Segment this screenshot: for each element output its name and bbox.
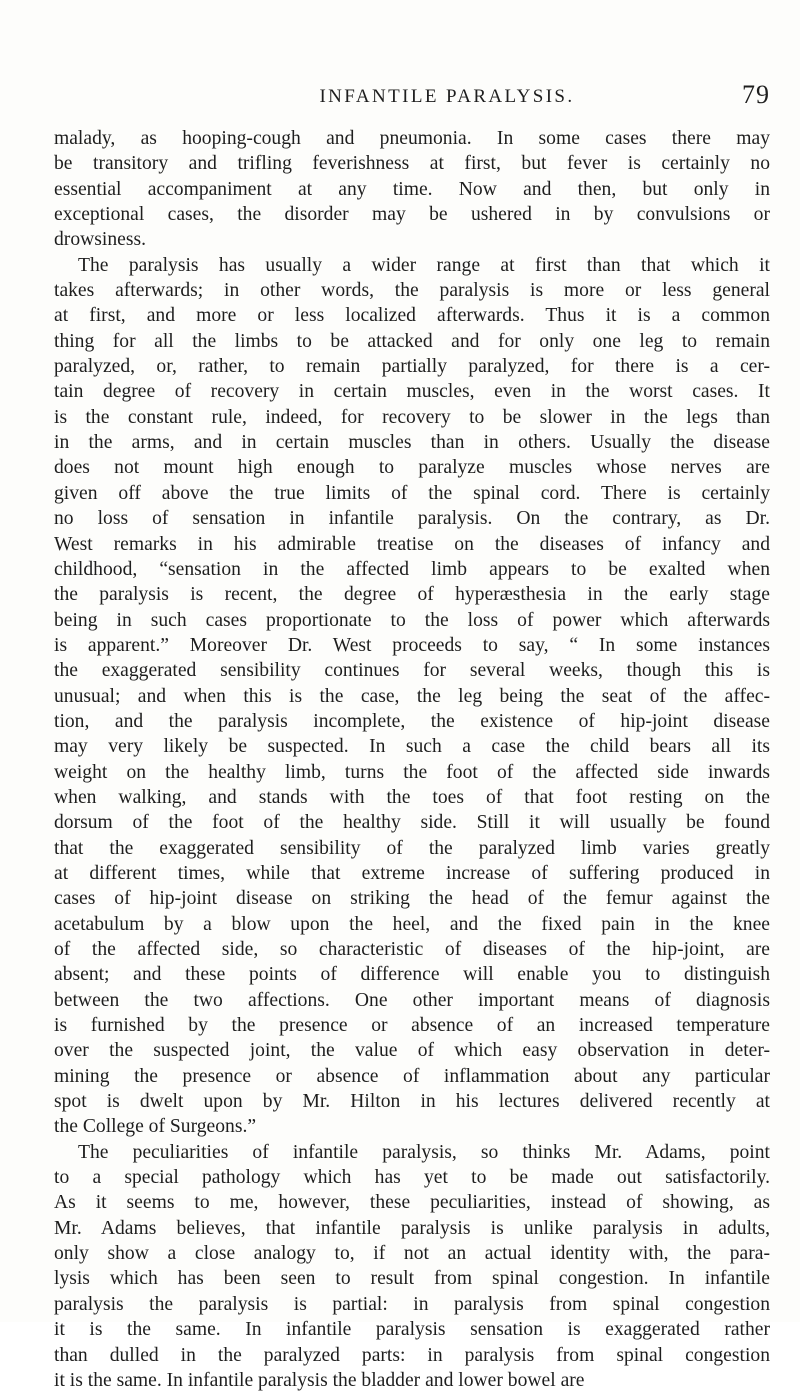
text-line: acetabulum by a blow upon the heel, and the fixed pain in the knee	[54, 913, 770, 935]
text-line: of the affected side, so characteristic of diseases of the hip-joint, are	[54, 939, 770, 960]
text-line: West remarks in his admirable treatise on the diseases of infancy and	[54, 533, 770, 555]
text-line: exceptional cases, the disorder may be ushered in by convulsions or	[54, 204, 770, 226]
text-line: to a special pathology which has yet to be made out satisfactorily.	[54, 1167, 770, 1189]
text-line: The peculiarities of infantile paralysis, so thinks Mr. Adams, point	[78, 1141, 770, 1163]
text-line: only show a close analogy to, if not an actual identity with, the para-	[54, 1243, 770, 1265]
text-line: is apparent.” Moreover Dr. West proceeds to say, “ In some instances	[54, 634, 770, 656]
text-line: absent; and these points of difference will enable you to distinguish	[54, 964, 770, 986]
text-line: than dulled in the paralyzed parts: in paralysis from spinal congestion	[54, 1344, 770, 1366]
text-line: paralyzed, or, rather, to remain partially paralyzed, for there is a cer-	[54, 356, 770, 378]
text-line: in the arms, and in certain muscles than in others. Usually the disease	[54, 432, 770, 454]
text-line: at first, and more or less localized afterwards. Thus it is a common	[54, 305, 770, 327]
text-line: the exaggerated sensibility continues for several weeks, though this is	[54, 660, 770, 682]
text-line: that the exaggerated sensibility of the paralyzed limb varies greatly	[54, 837, 770, 859]
text-line: spot is dwelt upon by Mr. Hilton in his lectures delivered recently at	[54, 1091, 770, 1113]
text-line: between the two affections. One other important means of diagnosis	[54, 989, 770, 1011]
text-line: being in such cases proportionate to the loss of power which afterwards	[54, 609, 770, 631]
text-line: mining the presence or absence of inflammation about any particular	[54, 1065, 770, 1087]
text-line: tion, and the paralysis incomplete, the existence of hip-joint disease	[54, 710, 770, 732]
text-line: unusual; and when this is the case, the leg being the seat of the affec-	[54, 685, 770, 707]
text-line: As it seems to me, however, these peculiarities, instead of showing, as	[54, 1192, 770, 1214]
text-line: it is the same. In infantile paralysis the bladder and lower bowel are	[54, 1369, 585, 1391]
text-line: when walking, and stands with the toes of that foot resting on the	[54, 786, 770, 808]
text-line: does not mount high enough to paralyze muscles whose nerves are	[54, 457, 770, 479]
page-header	[54, 80, 770, 112]
text-line: may very likely be suspected. In such a case the child bears all its	[54, 736, 770, 758]
text-line: given off above the true limits of the spinal cord. There is certainly	[54, 482, 770, 504]
text-line: takes afterwards; in other words, the paralysis is more or less general	[54, 280, 770, 302]
text-line: is furnished by the presence or absence of an increased temperature	[54, 1015, 770, 1037]
text-line: the paralysis is recent, the degree of hyperæsthesia in the early stage	[54, 584, 770, 606]
running-head: INFANTILE PARALYSIS.	[319, 86, 575, 107]
text-line: drowsiness.	[54, 229, 146, 251]
text-line: the College of Surgeons.”	[54, 1116, 257, 1138]
text-line: at different times, while that extreme increase of suffering produced in	[54, 862, 770, 884]
text-line: Mr. Adams believes, that infantile paralysis is unlike paralysis in adults,	[54, 1217, 770, 1239]
text-line: lysis which has been seen to result from spinal congestion. In infantile	[54, 1268, 770, 1290]
text-line: childhood, “sensation in the affected limb appears to be exalted when	[54, 558, 770, 580]
text-line: thing for all the limbs to be attacked and for only one leg to remain	[54, 330, 770, 352]
text-line: no loss of sensation in infantile paralysis. On the contrary, as Dr.	[54, 508, 770, 530]
body-text	[54, 126, 770, 1393]
text-line: malady, as hooping-cough and pneumonia. In some cases there may	[54, 128, 770, 149]
text-line: it is the same. In infantile paralysis sensation is exaggerated rather	[54, 1319, 770, 1341]
page-number: 79	[742, 80, 770, 109]
text-line: The paralysis has usually a wider range at first than that which it	[78, 254, 770, 276]
text-line: tain degree of recovery in certain muscles, even in the worst cases. It	[54, 381, 770, 403]
text-line: dorsum of the foot of the healthy side. Still it will usually be found	[54, 812, 770, 834]
text-line: essential accompaniment at any time. Now and then, but only in	[54, 178, 770, 200]
text-line: be transitory and trifling feverishness at first, but fever is certainly no	[54, 153, 770, 175]
text-line: is the constant rule, indeed, for recovery to be slower in the legs than	[54, 406, 770, 428]
text-line: cases of hip-joint disease on striking the head of the femur against the	[54, 888, 770, 910]
text-line: paralysis the paralysis is partial: in paralysis from spinal congestion	[54, 1293, 770, 1315]
text-line: weight on the healthy limb, turns the foot of the affected side inwards	[54, 761, 770, 783]
text-line: over the suspected joint, the value of which easy observation in deter-	[54, 1040, 770, 1062]
